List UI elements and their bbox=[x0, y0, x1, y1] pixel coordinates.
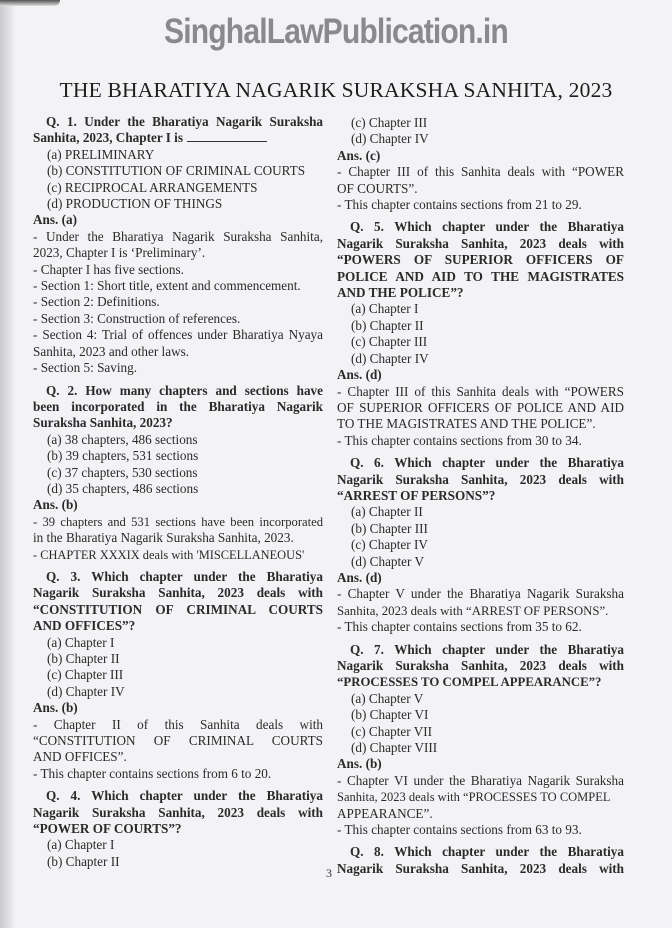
option-c: (c) 37 chapters, 530 sections bbox=[47, 464, 198, 480]
explanation-line: - Section 5: Saving. bbox=[33, 360, 138, 376]
answer: Ans. (b) bbox=[337, 756, 382, 772]
option-d: (d) Chapter IV bbox=[47, 683, 125, 699]
explanation-line: - CHAPTER XXXIX deals with 'MISCELLANEOUS' bbox=[33, 547, 305, 562]
option-b: (b) 39 chapters, 531 sections bbox=[47, 448, 199, 464]
option-b: (b) Chapter VI bbox=[351, 707, 429, 723]
explanation-line: 2023, Chapter I is ‘Preliminary’. bbox=[33, 245, 206, 261]
answer: Ans. (b) bbox=[33, 700, 78, 716]
question-6 bbox=[337, 455, 624, 635]
option-b: (b) Chapter II bbox=[351, 317, 424, 333]
question-text: “PROCESSES TO COMPEL APPEARANCE”? bbox=[337, 675, 602, 690]
question-text: Q. 4. Which chapter under the Bharatiya bbox=[46, 788, 323, 804]
question-3 bbox=[33, 569, 323, 782]
question-text: “POWER OF COURTS”? bbox=[33, 821, 182, 837]
explanation-line: - Chapter I has five sections. bbox=[33, 261, 184, 277]
option-d: (d) Chapter VIII bbox=[351, 740, 438, 756]
option-d: (d) 35 chapters, 486 sections bbox=[47, 480, 199, 496]
option-a: (a) Chapter V bbox=[351, 690, 424, 706]
option-c: (c) Chapter VII bbox=[351, 723, 433, 739]
question-text: Q. 8. Which chapter under the Bharatiya bbox=[350, 844, 624, 860]
explanation-line: AND OFFICES”. bbox=[33, 749, 127, 765]
option-b: (b) Chapter III bbox=[351, 520, 428, 536]
explanation-line: Sanhita, 2023 and other laws. bbox=[33, 343, 190, 359]
option-b: (b) CONSTITUTION OF CRIMINAL COURTS bbox=[47, 163, 306, 179]
explanation-line: “CONSTITUTION OF CRIMINAL COURTS bbox=[33, 733, 323, 749]
option-c: (c) RECIPROCAL ARRANGEMENTS bbox=[47, 179, 258, 195]
explanation-line: APPEARANCE”. bbox=[337, 805, 433, 821]
question-text: AND THE POLICE”? bbox=[337, 285, 464, 301]
question-text: Nagarik Suraksha Sanhita, 2023 deals with bbox=[337, 658, 624, 673]
question-1 bbox=[33, 114, 323, 377]
question-text: Q. 7. Which chapter under the Bharatiya bbox=[350, 641, 624, 657]
option-b: (b) Chapter II bbox=[47, 853, 120, 869]
option-a: (a) PRELIMINARY bbox=[47, 146, 155, 162]
answer: Ans. (b) bbox=[33, 497, 78, 513]
explanation-line: TO THE MAGISTRATES AND THE POLICE”. bbox=[337, 416, 596, 432]
explanation-line: - Section 4: Trial of offences under Bharatiya Nyaya bbox=[33, 327, 323, 343]
explanation-line: - This chapter contains sections from 6 to 20. bbox=[33, 765, 272, 781]
question-text: Q. 6. Which chapter under the Bharatiya bbox=[350, 455, 624, 471]
explanation-line: - Chapter VI under the Bharatiya Nagarik Suraksha bbox=[337, 772, 624, 788]
question-text: Nagarik Suraksha Sanhita, 2023 deals with bbox=[337, 235, 624, 251]
question-text: been incorporated in the Bharatiya Nagarik bbox=[33, 398, 323, 414]
explanation-line: OF COURTS”. bbox=[337, 180, 418, 196]
question-text: “CONSTITUTION OF CRIMINAL COURTS bbox=[33, 601, 323, 617]
question-text: Nagarik Suraksha Sanhita, 2023 deals with bbox=[337, 860, 624, 876]
question-7 bbox=[337, 642, 624, 839]
answer: Ans. (d) bbox=[337, 367, 382, 383]
explanation-line: - Section 1: Short title, extent and commencement. bbox=[33, 278, 301, 294]
question-text: AND OFFICES”? bbox=[33, 618, 136, 634]
answer-blank bbox=[187, 140, 267, 142]
page-corner-shadow bbox=[0, 0, 60, 6]
question-text: “ARREST OF PERSONS”? bbox=[337, 487, 496, 503]
option-a: (a) Chapter I bbox=[351, 301, 419, 317]
explanation-line: - Chapter II of this Sanhita deals with bbox=[33, 716, 323, 732]
option-a: (a) Chapter II bbox=[351, 504, 423, 520]
explanation-line: Sanhita, 2023 deals with “ARREST OF PERSONS”. bbox=[337, 603, 609, 618]
question-8 bbox=[337, 844, 624, 877]
page-number: 3 bbox=[326, 866, 332, 880]
right-column bbox=[337, 115, 624, 877]
answer: Ans. (a) bbox=[33, 212, 77, 228]
question-text: Q. 1. Under the Bharatiya Nagarik Suraksha bbox=[46, 114, 323, 129]
option-d: (d) Chapter IV bbox=[351, 131, 429, 147]
question-text: Q. 5. Which chapter under the Bharatiya bbox=[350, 219, 624, 235]
question-2 bbox=[33, 383, 323, 563]
explanation-line: OF SUPERIOR OFFICERS OF POLICE AND AID bbox=[337, 399, 624, 415]
explanation-line: Sanhita, 2023 deals with “PROCESSES TO COMPEL bbox=[337, 790, 611, 805]
explanation-line: - Chapter V under the Bharatiya Nagarik Suraksha bbox=[337, 586, 624, 602]
question-text: Sanhita, 2023, Chapter I is bbox=[33, 130, 323, 146]
question-text: Nagarik Suraksha Sanhita, 2023 deals with bbox=[337, 471, 624, 487]
explanation-line: - Section 3: Construction of references. bbox=[33, 310, 241, 326]
option-d: (d) PRODUCTION OF THINGS bbox=[47, 196, 223, 212]
option-d: (d) Chapter V bbox=[351, 553, 425, 569]
explanation-line: - Chapter III of this Sanhita deals with “POWERS bbox=[337, 383, 624, 399]
option-d: (d) Chapter IV bbox=[351, 350, 429, 366]
answer: Ans. (c) bbox=[337, 147, 381, 163]
explanation-line: - 39 chapters and 531 sections have been incorporated bbox=[33, 514, 323, 529]
explanation-line: - Under the Bharatiya Nagarik Suraksha Sanhita, bbox=[33, 228, 323, 244]
explanation-line: - This chapter contains sections from 21 to 29. bbox=[337, 197, 582, 213]
question-4-continued bbox=[337, 115, 624, 213]
question-5 bbox=[337, 219, 624, 449]
question-text: Nagarik Suraksha Sanhita, 2023 deals with bbox=[33, 585, 323, 601]
explanation-line: in the Bharatiya Nagarik Suraksha Sanhita, 2023. bbox=[33, 530, 294, 546]
option-c: (c) Chapter III bbox=[351, 334, 428, 350]
explanation-line: - This chapter contains sections from 30 to 34. bbox=[337, 432, 582, 448]
option-b: (b) Chapter II bbox=[47, 651, 120, 666]
explanation-line: - This chapter contains sections from 63 to 93. bbox=[337, 822, 582, 838]
question-4 bbox=[33, 788, 323, 870]
watermark: SinghalLawPublication.in bbox=[164, 12, 508, 51]
answer: Ans. (d) bbox=[337, 569, 382, 585]
question-text: Suraksha Sanhita, 2023? bbox=[33, 415, 173, 431]
left-column bbox=[33, 114, 323, 870]
question-text: Q. 2. How many chapters and sections have bbox=[46, 382, 323, 398]
option-a: (a) Chapter I bbox=[47, 634, 115, 650]
explanation-line: - This chapter contains sections from 35 to 62. bbox=[337, 619, 582, 635]
option-c: (c) Chapter III bbox=[351, 115, 428, 130]
page-edge-shadow bbox=[0, 0, 14, 928]
option-c: (c) Chapter III bbox=[47, 667, 124, 683]
question-text: POLICE AND AID TO THE MAGISTRATES bbox=[337, 268, 624, 284]
question-text: “POWERS OF SUPERIOR OFFICERS OF bbox=[337, 252, 624, 268]
explanation-line: - Chapter III of this Sanhita deals with “POWER bbox=[337, 164, 624, 180]
page-title: THE BHARATIYA NAGARIK SURAKSHA SANHITA, 2023 bbox=[59, 78, 613, 102]
question-text: Nagarik Suraksha Sanhita, 2023 deals with bbox=[33, 804, 323, 820]
explanation-line: - Section 2: Definitions. bbox=[33, 294, 160, 310]
question-text: Q. 3. Which chapter under the Bharatiya bbox=[46, 568, 323, 584]
option-a: (a) Chapter I bbox=[47, 837, 115, 853]
option-a: (a) 38 chapters, 486 sections bbox=[47, 431, 198, 447]
option-c: (c) Chapter IV bbox=[351, 537, 428, 553]
